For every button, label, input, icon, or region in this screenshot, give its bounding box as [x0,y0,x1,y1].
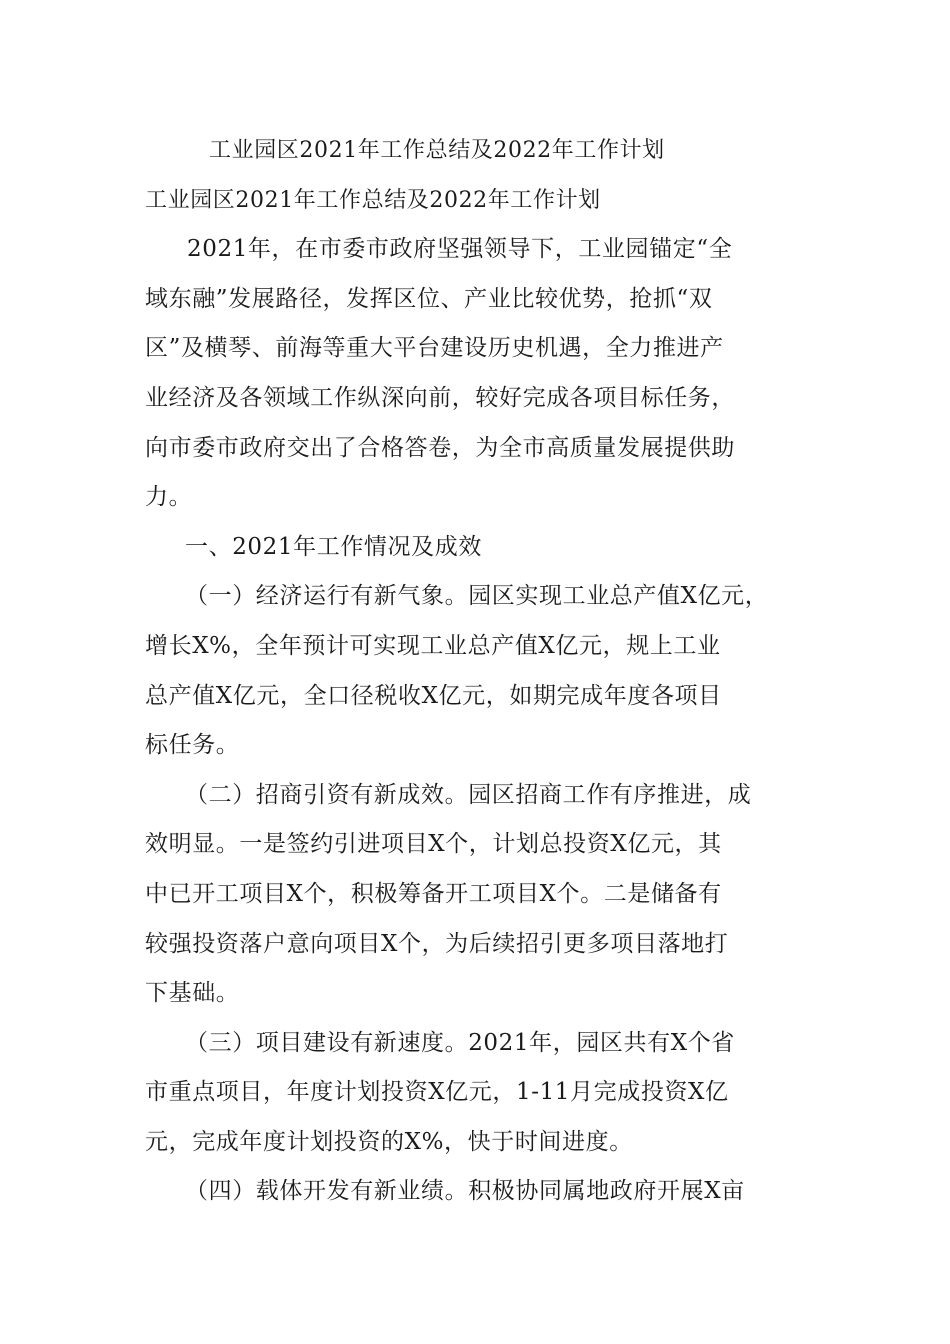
paragraph-line: （三）项目建设有新速度。2021年，园区共有X个省 [185,1029,735,1056]
paragraph-line: 效明显。一是签约引进项目X个，计划总投资X亿元，其 [145,831,722,858]
intro-line: 业经济及各领域工作纵深向前，较好完成各项目标任务， [145,384,735,411]
paragraph-line: 元，完成年度计划投资的X%，快于时间进度。 [145,1128,633,1155]
intro-line: 区”及横琴、前海等重大平台建设历史机遇，全力推进产 [145,335,724,362]
paragraph-line: 下基础。 [145,980,240,1007]
paragraph-line: 中已开工项目X个，积极筹备开工项目X个。二是储备有 [145,880,722,907]
intro-line: 域东融”发展路径，发挥区位、产业比较优势，抢抓“双 [145,285,713,312]
document-title: 工业园区2021年工作总结及2022年工作计划 [209,138,665,163]
paragraph-economy [145,572,810,770]
paragraph-line: 总产值X亿元，全口径税收X亿元，如期完成年度各项目 [145,682,722,709]
paragraph-carrier [145,1167,810,1217]
paragraph-line: （二）招商引资有新成效。园区招商工作有序推进，成 [185,781,752,808]
intro-line: 向市委市政府交出了合格答卷，为全市高质量发展提供助 [145,434,735,461]
paragraph-line: （一）经济运行有新气象。园区实现工业总产值X亿元， [185,583,769,610]
paragraph-line: 市重点项目，年度计划投资X亿元，1-11月完成投资X亿 [145,1079,729,1106]
intro-line: 2021年，在市委市政府坚强领导下，工业园锚定“全 [187,236,733,263]
paragraph-projects [145,1019,810,1168]
document-body [145,126,810,1217]
intro-paragraph [145,225,810,523]
paragraph-line: 标任务。 [145,732,240,759]
paragraph-line: 较强投资落户意向项目X个，为后续招引更多项目落地打 [145,930,729,957]
intro-line: 力。 [145,484,193,511]
paragraph-line: （四）载体开发有新业绩。积极协同属地政府开展X亩 [185,1178,745,1205]
section-heading: 一、2021年工作情况及成效 [185,533,482,560]
paragraph-investment [145,771,810,1019]
document-subtitle: 工业园区2021年工作总结及2022年工作计划 [145,187,601,213]
paragraph-line: 增长X%，全年预计可实现工业总产值X亿元，规上工业 [145,632,721,659]
